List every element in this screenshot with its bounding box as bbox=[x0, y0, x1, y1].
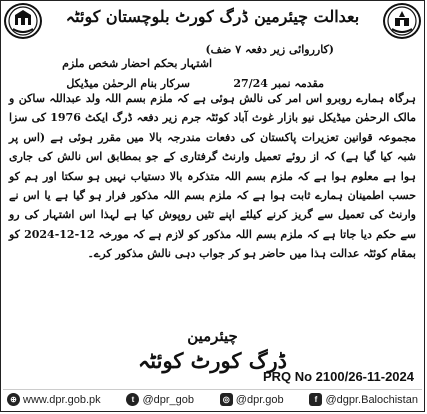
notice-body bbox=[9, 89, 416, 264]
case-number: مقدمہ نمبر 27/24 bbox=[233, 77, 324, 90]
website-text: www.dpr.gob.pk bbox=[23, 393, 101, 406]
facebook-handle: @dgpr.Balochistan bbox=[325, 393, 418, 406]
footer-twitter[interactable] bbox=[126, 393, 194, 406]
footer-instagram[interactable] bbox=[220, 393, 284, 406]
notice-type-label: اشتہار بحکم احضار شخص ملزم bbox=[62, 57, 212, 70]
case-parties: سرکار بنام الرحمٰن میڈیکل bbox=[66, 77, 190, 90]
footer-bar bbox=[3, 389, 422, 409]
court-title: بعدالت چیئرمین ڈرگ کورٹ بلوچستان کوئٹہ bbox=[65, 7, 360, 26]
signatory-court: ڈرگ کورٹ کوئٹہ bbox=[138, 348, 287, 373]
globe-icon: ⊕ bbox=[7, 393, 20, 406]
balochistan-emblem-left-icon bbox=[4, 3, 42, 39]
twitter-handle: @dpr_gob bbox=[142, 393, 194, 406]
prq-number: PRQ No 2100/26-11-2024 bbox=[262, 369, 414, 384]
case-row-2 bbox=[1, 57, 424, 79]
facebook-icon: f bbox=[309, 393, 322, 406]
signatory-designation: چیئرمین bbox=[187, 327, 238, 345]
instagram-icon: ◎ bbox=[220, 393, 233, 406]
notice-header bbox=[1, 1, 424, 41]
footer-website[interactable] bbox=[7, 393, 101, 406]
proceedings-label: (کارروائی زیر دفعہ ۷ ضف) bbox=[205, 43, 334, 56]
footer-facebook[interactable] bbox=[309, 393, 418, 406]
balochistan-emblem-right-icon bbox=[383, 3, 421, 39]
twitter-icon: t bbox=[126, 393, 139, 406]
instagram-handle: @dpr.gob bbox=[235, 393, 284, 406]
notice-paragraph: ہرگاہ ہمارے روبرو اس امر کی نالش ہوئی ہے کہ ملزم بسم اللہ ولد عبداللہ ساکن و مالک الرحمٰن میڈیکل نیو بازار غوث آباد کوئٹہ جرم زیر دفعہ ڈرگ ایکٹ 1976 کی سزا مجموعہ قوانین تعزیرات پاکستان کی دفعات مندرجہ بالا میں مقرر ہوئی ہے (اس پر شبہ کیا گیا ہے) کہ از روئے تعمیل وارنٹ گرفتاری کے جو بمطابق اس نالش کی جاری ہوا ہے معلوم ہوا ہے کہ ملزم بسم اللہ متذکرہ بالا دستیاب نہیں ہو سکتا اور ہم کو حسب اطمینان ہمارے ثابت ہوا ہے کہ ملزم بسم اللہ مذکور فرار ہو گیا ہے یا اس نے وارنٹ کی تعمیل سے گریز کرنے کیلئے اپنے تئیں روپوش کیا ہے لہذا اس اشتہار کی رو سے حکم دیا جاتا ہے کہ ملزم بسم اللہ مذکور کو لازم ہے کہ مورخہ 12-12-2024 کو بمقام کوئٹہ عدالت ہذا میں حاضر ہو کر جواب دہی نالش مذکور کرے۔ bbox=[9, 92, 417, 261]
